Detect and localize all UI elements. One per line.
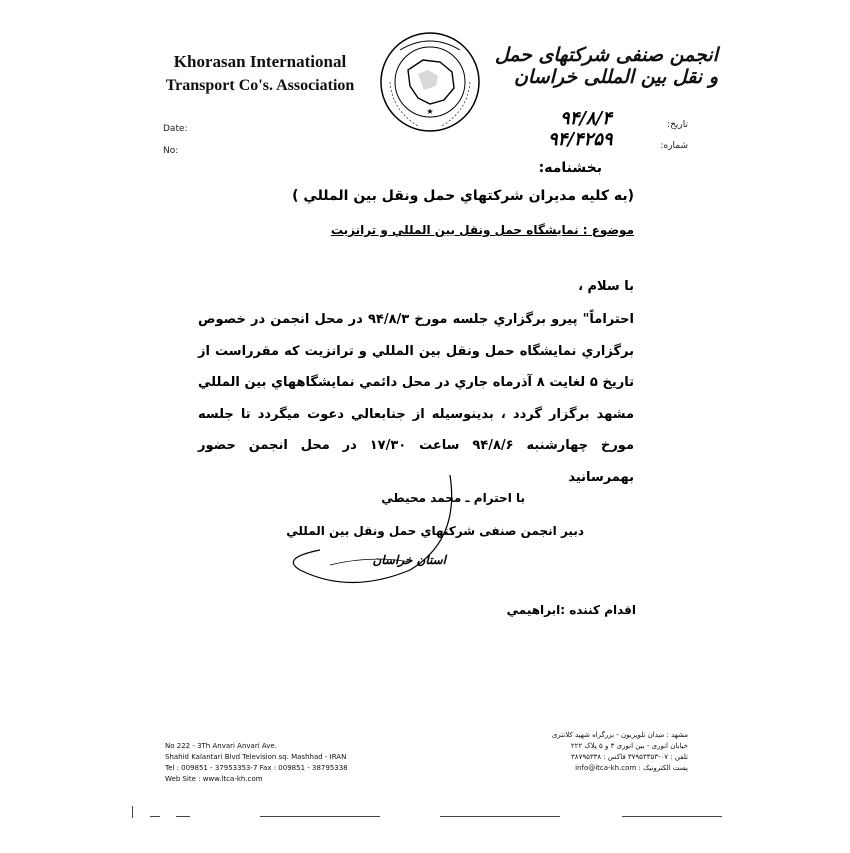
signature-line-title: دبير انجمن صنفی شركتهاي حمل ونقل بين المللي	[286, 524, 584, 538]
association-seal-logo	[378, 30, 482, 134]
date-label-en: Date:	[163, 124, 188, 134]
header-english	[160, 50, 360, 98]
footer-en-line4: Web Site : www.ltca-kh.com	[165, 775, 263, 783]
action-by: اقدام كننده :ابراهيمي	[506, 603, 636, 617]
footer-email-label: پست الکترونیک :	[638, 764, 688, 772]
subject-line: موضوع : نمايشگاه حمل ونقل بين المللي و ترانزيت	[330, 223, 634, 237]
number-label-fa: شماره:	[660, 141, 688, 151]
footer-rule-segment	[622, 816, 722, 817]
footer-en-line1: No 222 - 3Th Anvari Anvari Ave.	[165, 742, 277, 750]
svg-text:★: ★	[426, 107, 434, 116]
footer-address-fa	[528, 730, 688, 774]
footer-fa-line2: خیابان انوری - بین انوری ۳ و ۵ پلاک ۲۲۲	[570, 742, 688, 750]
footer-address-en	[165, 741, 405, 785]
bulletin-heading: بخشنامه:	[538, 160, 602, 176]
letter-body: احتراماً" پيرو برگزاري جلسه مورخ ۹۴/۸/۳ در محل انجمن در خصوص برگزاري نمايشگاه حمل ونقل بين المللي و ترانزيت كه مقرراست از تاريخ ۵ لغايت ۸ آذرماه جاري در محل دائمي نمايشگاههاي بين المللي مشهد برگزار گردد ، بدينوسيله از جنابعالي دعوت ميگردد تا جلسه مورخ چهارشنبه ۹۴/۸/۶ ساعت ۱۷/۳۰ در محل انجمن حضور بهمرسانيد	[198, 312, 635, 485]
addressee: (به كليه مديران شركتهاي حمل ونقل بين المللي )	[292, 188, 634, 204]
page-edge-mark	[132, 806, 133, 818]
header-en-line1: Khorasan International	[173, 52, 347, 71]
footer-rule-segment	[260, 816, 380, 817]
footer-email: info@itca-kh.com	[575, 764, 637, 772]
signature-line-name: با احترام ـ محمد محيطي	[381, 491, 525, 505]
header-persian-title: انجمن صنفی شرکتهای حمل و نقل بین المللی خراسان	[494, 44, 718, 88]
signature-line-province: استان خراسان	[372, 553, 446, 567]
footer-rule-segment	[176, 816, 190, 817]
footer-rule-segment	[150, 816, 160, 817]
footer-rule-segment	[440, 816, 560, 817]
footer-en-line2: Shahid Kalantari Blvd Television sq. Mashhad - IRAN	[165, 753, 347, 761]
footer-fa-line1: مشهد : میدان تلویزیون - بزرگراه شهید کلانتری	[551, 731, 688, 739]
date-value: ۹۴/۸/۴	[560, 108, 612, 129]
footer-fa-line3: تلفن : ۰۷-۳۷۹۵۳۳۵۳ فاکس : ۳۸۷۹۵۳۳۸	[571, 753, 688, 761]
footer-fa-line4	[528, 763, 688, 774]
date-label-fa: تاریخ:	[667, 120, 688, 130]
footer-en-line3: Tel : 009851 - 37953353-7 Fax : 009851 - 38795338	[165, 764, 348, 772]
header-en-line2: Transport Co's. Association	[165, 77, 355, 94]
number-label-en: No:	[163, 146, 179, 156]
greeting: با سلام ،	[578, 279, 634, 294]
number-value: ۹۴/۴۲۵۹	[548, 129, 613, 150]
